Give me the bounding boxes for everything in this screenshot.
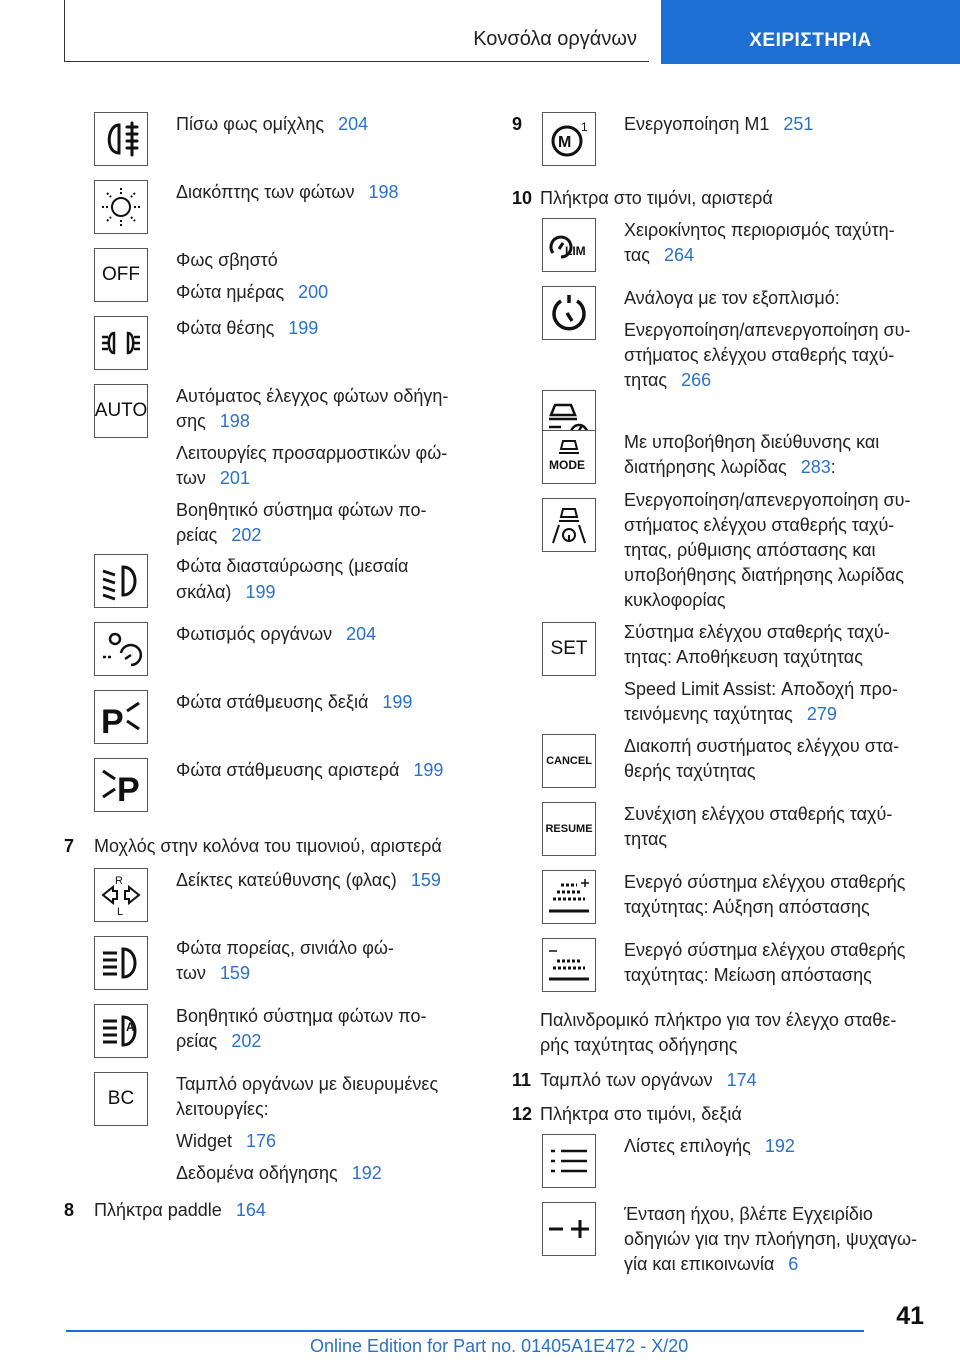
item-title: [94, 834, 442, 859]
description-text: τητας, ρύθμισης απόστασης και: [624, 540, 876, 560]
right-item-text: [624, 538, 876, 563]
right-item-text: [624, 112, 813, 137]
description-text: Ενεργοποίηση/απενεργοποίηση συ-: [624, 490, 911, 510]
description-text: Ένταση ήχου, βλέπε Εγχειρίδιο: [624, 1204, 873, 1224]
left-item-text: [176, 1072, 438, 1097]
description-text: Δεδομένα οδήγησης: [176, 1163, 338, 1183]
right-item-text: [624, 563, 904, 588]
description-text: σης: [176, 411, 206, 431]
right-item-text: [624, 243, 694, 268]
svg-text:M: M: [558, 134, 572, 151]
resume-icon: [542, 802, 596, 856]
item-number: 12: [512, 1104, 533, 1124]
speed-limiter-icon: [542, 218, 596, 272]
left-item-text: [176, 961, 250, 986]
description-text: Διακοπή συστήματος ελέγχου στα-: [624, 736, 900, 756]
cancel-icon-label: CANCEL: [546, 755, 592, 767]
left-item-text: [176, 1129, 276, 1154]
right-item-text: [624, 759, 756, 784]
right-item-text: [624, 963, 872, 988]
page-reference-link[interactable]: 199: [288, 318, 319, 338]
item-title: [540, 186, 773, 211]
page-reference-link[interactable]: 202: [231, 525, 262, 545]
right-item-text: [624, 802, 892, 827]
left-item-text: [176, 384, 448, 409]
page-reference-link[interactable]: 159: [219, 963, 250, 983]
item-title-text: Ταμπλό των οργάνων: [540, 1070, 713, 1090]
left-item-text: [176, 868, 441, 893]
resume-icon-label: RESUME: [545, 823, 593, 835]
right-item-text: [540, 1008, 896, 1033]
description-text: Βοηθητικό σύστημα φώτων πο-: [176, 500, 427, 520]
page-reference-link[interactable]: 174: [726, 1070, 757, 1090]
item-number: 7: [64, 836, 75, 856]
item-title-text: Πλήκτρα paddle: [94, 1200, 222, 1220]
page-reference-link[interactable]: 192: [351, 1163, 382, 1183]
low-beam-icon: [94, 554, 148, 608]
page-reference-link[interactable]: 279: [806, 704, 837, 724]
svg-text:MODE: MODE: [549, 458, 585, 472]
description-text: ταχύτητας: Αύξηση απόστασης: [624, 897, 870, 917]
distance-increase-icon: [542, 870, 596, 924]
left-item-text: [176, 554, 408, 579]
position-light-icon: [94, 316, 148, 370]
light-switch-icon: [94, 180, 148, 234]
item-title-text: Μοχλός στην κολόνα του τιμονιού, αριστερά: [94, 836, 442, 856]
left-item-text: [176, 758, 443, 783]
description-text: τας: [624, 245, 650, 265]
page-reference-link[interactable]: 199: [382, 692, 413, 712]
section-title-box: [64, 0, 649, 62]
description-text: Ενεργό σύστημα ελέγχου σταθερής: [624, 940, 906, 960]
item-number: 11: [512, 1070, 532, 1090]
high-beam-assist-icon: [94, 1004, 148, 1058]
left-item-text: [176, 316, 318, 341]
right-item-text: [624, 368, 711, 393]
right-item-text: [540, 1033, 737, 1058]
page-reference-link[interactable]: 192: [764, 1136, 795, 1156]
description-text: Widget: [176, 1131, 233, 1151]
distance-decrease-icon: [542, 938, 596, 992]
description-text: Λειτουργίες προσαρμοστικών φώ-: [176, 443, 448, 463]
left-item-text: [176, 441, 447, 466]
left-item-text: [176, 622, 376, 647]
m1-icon: [542, 112, 596, 166]
description-text: τητας: [624, 370, 668, 390]
footer-divider: [66, 1330, 864, 1332]
description-text: στήματος ελέγχου σταθερής ταχύ-: [624, 345, 895, 365]
left-item-text: [176, 1161, 382, 1186]
page-reference-link[interactable]: 266: [681, 370, 712, 390]
svg-text:L: L: [117, 906, 124, 917]
set-icon-label: SET: [550, 638, 588, 659]
left-item-text: [176, 936, 394, 961]
bc-icon: [94, 1072, 148, 1126]
right-item-text: [624, 1202, 873, 1227]
right-item-text: [624, 734, 899, 759]
left-item-text: [176, 409, 250, 434]
right-item-text: [624, 430, 879, 455]
description-text: Φώτα ημέρας: [176, 282, 285, 302]
description-text: διατήρησης λωρίδας: [624, 457, 787, 477]
left-item-text: [176, 180, 399, 205]
description-text: στήματος ελέγχου σταθερής ταχύ-: [624, 515, 895, 535]
right-item-text: [624, 1252, 798, 1277]
page-header: [64, 0, 960, 64]
turn-signal-icon: [94, 868, 148, 922]
page-reference-link[interactable]: 204: [346, 624, 377, 644]
page-reference-link[interactable]: 176: [246, 1131, 277, 1151]
item-number: 8: [64, 1200, 75, 1220]
description-text: Φωτισμός οργάνων: [176, 624, 333, 644]
svg-text:R: R: [115, 875, 123, 887]
left-item-text: [176, 1004, 426, 1029]
left-item-text: [176, 690, 412, 715]
description-text: τητας: Αποθήκευση ταχύτητας: [624, 647, 863, 667]
description-text: Ανάλογα με τον εξοπλισμό:: [624, 288, 840, 308]
description-text: Φώτα πορείας, σινιάλο φώ-: [176, 938, 394, 958]
left-item-text: [176, 280, 328, 305]
list-icon: [542, 1134, 596, 1188]
right-item-text: [624, 870, 905, 895]
page-reference-link[interactable]: 200: [298, 282, 329, 302]
description-text: τεινόμενης ταχύτητας: [624, 704, 793, 724]
description-text: ταχύτητας: Μείωση απόστασης: [624, 965, 872, 985]
description-text: Φώτα στάθμευσης αριστερά: [176, 760, 400, 780]
instrument-lighting-icon: [94, 622, 148, 676]
mode-icon: [542, 430, 596, 484]
right-item-text: [624, 588, 726, 613]
description-text: Speed Limit Assist: Αποδοχή προ-: [624, 679, 898, 699]
parking-light-left-icon: [94, 758, 148, 812]
left-item-text: [176, 523, 261, 548]
description-text: υποβοήθησης διατήρησης λωρίδας: [624, 565, 904, 585]
description-text: Φώτα διασταύρωσης (μεσαία: [176, 556, 409, 576]
description-text: γία και επικοινωνία: [624, 1254, 775, 1274]
page-reference-link[interactable]: 201: [219, 468, 250, 488]
description-text: Πίσω φως ομίχλης: [176, 114, 325, 134]
right-item-text: [624, 895, 870, 920]
right-item-text: [624, 318, 910, 343]
description-text: θερής ταχύτητας: [624, 761, 756, 781]
cancel-icon: [542, 734, 596, 788]
left-item-text: [176, 1029, 261, 1054]
chapter-tab[interactable]: [661, 0, 960, 64]
description-text: τητας: [624, 829, 668, 849]
left-item-text: [176, 466, 250, 491]
description-text: Ενεργοποίηση/απενεργοποίηση συ-: [624, 320, 911, 340]
left-item-text: [176, 1097, 269, 1122]
item-title: [94, 1198, 266, 1223]
description-text: κυκλοφορίας: [624, 590, 726, 610]
edition-footer: Online Edition for Part no. 01405A1E472 - X/20: [310, 1336, 689, 1356]
auto-icon: [94, 384, 148, 438]
chapter-tab-label: ΧΕΙΡΙΣΤΗΡΙΑ: [749, 30, 872, 51]
svg-text:P: P: [117, 771, 140, 807]
item-title: [540, 1102, 742, 1127]
auto-icon-label: AUTO: [94, 400, 148, 421]
description-text: Λίστες επιλογής: [624, 1136, 751, 1156]
left-item-text: [176, 112, 368, 137]
svg-text:P: P: [101, 703, 124, 739]
description-text: Βοηθητικό σύστημα φώτων πο-: [176, 1006, 427, 1026]
page-reference-link[interactable]: 202: [231, 1031, 262, 1051]
svg-text:A: A: [126, 1020, 135, 1034]
right-item-text: [624, 286, 840, 311]
description-text: Χειροκίνητος περιορισμός ταχύτη-: [624, 220, 895, 240]
description-text: ρής ταχύτητας οδήγησης: [540, 1035, 738, 1055]
right-item-text: [624, 645, 863, 670]
page-reference-link[interactable]: 199: [245, 582, 276, 602]
right-item-text: [624, 218, 895, 243]
item-title-text: Πλήκτρα στο τιμόνι, δεξιά: [540, 1104, 742, 1124]
description-text: Διακόπτης των φώτων: [176, 182, 355, 202]
right-item-text: [624, 513, 894, 538]
page-reference-link[interactable]: 264: [663, 245, 694, 265]
description-text: των: [176, 963, 206, 983]
section-title: Κονσόλα οργάνων: [473, 28, 637, 50]
set-icon: [542, 622, 596, 676]
page-reference-link[interactable]: 198: [219, 411, 250, 431]
description-text: ρείας: [176, 1031, 218, 1051]
description-text: Φώτα θέσης: [176, 318, 275, 338]
volume-icon: [542, 1202, 596, 1256]
rear-fog-light-icon: [94, 112, 148, 166]
description-text: Παλινδρομικό πλήκτρο για τον έλεγχο σταθε-: [540, 1010, 897, 1030]
description-text: σκάλα): [176, 582, 232, 602]
off-icon: [94, 248, 148, 302]
description-text: οδηγιών για την πλοήγηση, ψυχαγω-: [624, 1229, 918, 1249]
right-item-text: [624, 455, 836, 480]
right-item-text: [624, 702, 837, 727]
cruise-control-icon: [542, 286, 596, 340]
left-item-text: [176, 248, 278, 273]
description-text: Ταμπλό οργάνων με διευρυμένες: [176, 1074, 439, 1094]
description-text: Συνέχιση ελέγχου σταθερής ταχύ-: [624, 804, 893, 824]
right-item-text: [624, 938, 905, 963]
description-text: Ενεργό σύστημα ελέγχου σταθερής: [624, 872, 906, 892]
description-text: Με υποβοήθηση διεύθυνσης και: [624, 432, 880, 452]
page-reference-link[interactable]: 204: [338, 114, 369, 134]
lane-steering-icon: [542, 498, 596, 552]
description-text: Δείκτες κατεύθυνσης (φλας): [176, 870, 397, 890]
svg-text:1: 1: [581, 120, 588, 134]
description-text: Φως σβηστό: [176, 250, 278, 270]
right-item-text: [624, 677, 898, 702]
svg-text:LIM: LIM: [565, 244, 586, 258]
item-title: [540, 1068, 757, 1093]
page-reference-link[interactable]: 6: [788, 1254, 799, 1274]
description-text: λειτουργίες:: [176, 1099, 269, 1119]
suffix-text: :: [830, 457, 836, 477]
description-text: Ενεργοποίηση M1: [624, 114, 770, 134]
right-item-text: [624, 343, 894, 368]
item-title-text: Πλήκτρα στο τιμόνι, αριστερά: [540, 188, 773, 208]
description-text: ρείας: [176, 525, 218, 545]
item-number: 9: [512, 114, 523, 134]
page-reference-link[interactable]: 159: [410, 870, 441, 890]
bc-icon-label: BC: [107, 1088, 135, 1109]
right-item-text: [624, 1227, 917, 1252]
page-reference-link[interactable]: 283: [800, 457, 831, 477]
page-reference-link[interactable]: 164: [235, 1200, 266, 1220]
left-item-text: [176, 580, 275, 605]
right-item-text: [624, 488, 910, 513]
description-text: Αυτόματος έλεγχος φώτων οδήγη-: [176, 386, 449, 406]
high-beam-icon: [94, 936, 148, 990]
description-text: Σύστημα ελέγχου σταθερής ταχύ-: [624, 622, 890, 642]
description-text: Φώτα στάθμευσης δεξιά: [176, 692, 369, 712]
page-reference-link[interactable]: 199: [413, 760, 444, 780]
page-number: 41: [896, 1302, 924, 1330]
parking-light-right-icon: [94, 690, 148, 744]
left-item-text: [176, 498, 426, 523]
page-reference-link[interactable]: 198: [368, 182, 399, 202]
right-item-text: [624, 1134, 795, 1159]
item-number: 10: [512, 188, 533, 208]
right-item-text: [624, 620, 890, 645]
off-icon-label: OFF: [102, 264, 140, 285]
page-reference-link[interactable]: 251: [783, 114, 814, 134]
right-item-text: [624, 827, 667, 852]
description-text: των: [176, 468, 206, 488]
